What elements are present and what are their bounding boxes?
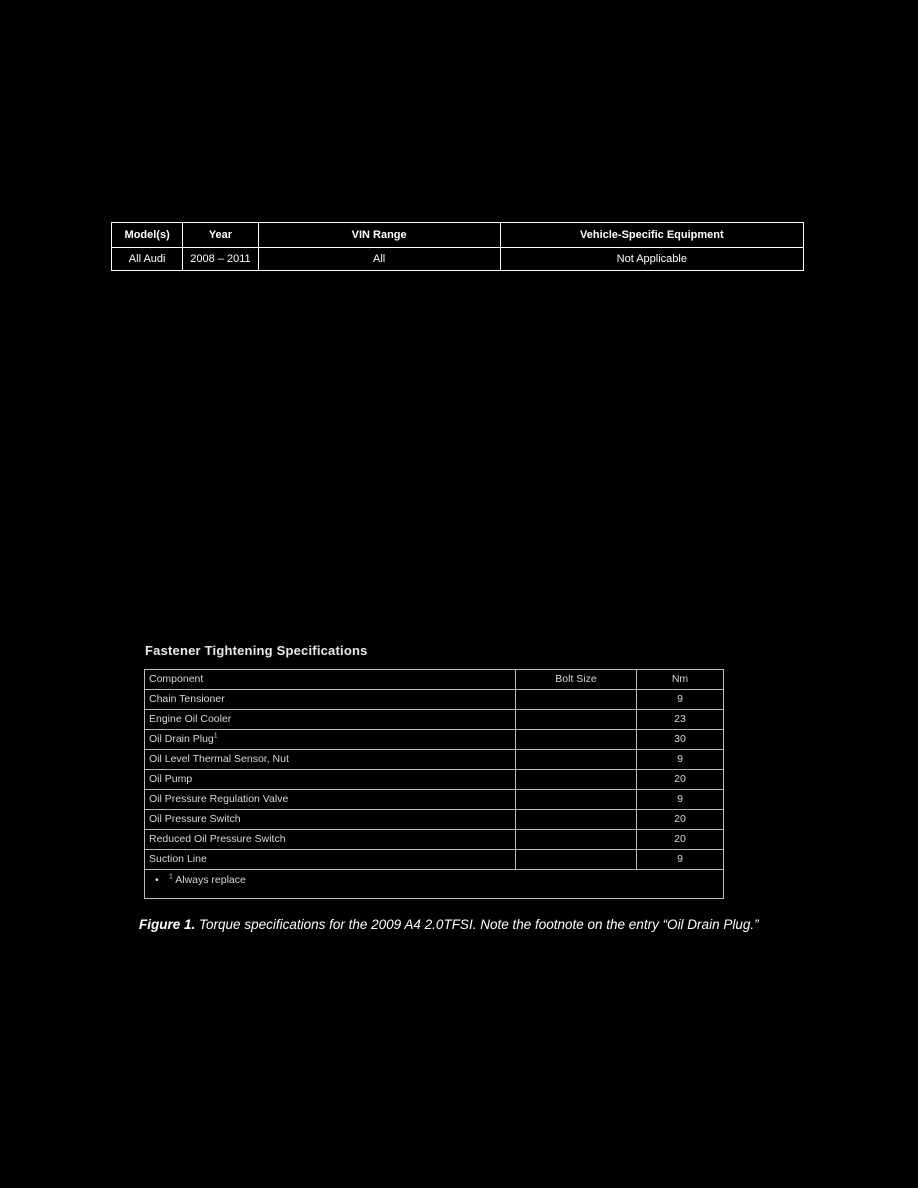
component-cell: Oil Pressure Switch — [145, 810, 516, 830]
nm-cell: 30 — [637, 730, 724, 750]
figure-caption-label: Figure 1. — [139, 917, 196, 932]
nm-cell: 23 — [637, 710, 724, 730]
header-year: Year — [183, 223, 258, 248]
bolt-size-cell — [516, 710, 637, 730]
bullet-icon: • — [155, 874, 159, 886]
nm-cell: 20 — [637, 830, 724, 850]
nm-cell: 9 — [637, 850, 724, 870]
table-row — [145, 830, 724, 850]
component-cell: Oil Drain Plug$^1$ — [145, 730, 516, 750]
header-bolt-size: Bolt Size — [516, 670, 637, 690]
bolt-size-cell — [516, 810, 637, 830]
table-row — [145, 710, 724, 730]
nm-cell: 20 — [637, 770, 724, 790]
component-cell: Suction Line — [145, 850, 516, 870]
bolt-size-cell — [516, 750, 637, 770]
applicability-table — [111, 222, 804, 271]
component-cell: Reduced Oil Pressure Switch — [145, 830, 516, 850]
cell-year: 2008 – 2011 — [183, 248, 258, 271]
bolt-size-cell — [516, 830, 637, 850]
footnote-marker: 1 — [213, 732, 218, 740]
bolt-size-cell — [516, 770, 637, 790]
component-cell: Engine Oil Cooler — [145, 710, 516, 730]
nm-cell: 9 — [637, 690, 724, 710]
figure-caption — [139, 917, 759, 932]
bolt-size-cell — [516, 790, 637, 810]
applicability-header-row — [112, 223, 804, 248]
applicability-row — [112, 248, 804, 271]
component-cell: Oil Pressure Regulation Valve — [145, 790, 516, 810]
table-row — [145, 770, 724, 790]
figure-caption-text: Torque specifications for the 2009 A4 2.0TFSI. Note the footnote on the entry “Oil Drain Plug.” — [199, 917, 759, 932]
bolt-size-cell — [516, 850, 637, 870]
footnote-text: Always replace — [175, 874, 246, 886]
component-cell: Oil Level Thermal Sensor, Nut — [145, 750, 516, 770]
figure-title: Fastener Tightening Specifications — [145, 643, 368, 658]
table-row — [145, 790, 724, 810]
cell-vehicle-equipment: Not Applicable — [500, 248, 803, 271]
header-models: Model(s) — [112, 223, 183, 248]
cell-models: All Audi — [112, 248, 183, 271]
component-cell: Chain Tensioner — [145, 690, 516, 710]
component-cell: Oil Pump — [145, 770, 516, 790]
footnote-number: 1 — [169, 873, 173, 881]
nm-cell: 9 — [637, 750, 724, 770]
header-component: Component — [145, 670, 516, 690]
bolt-size-cell — [516, 690, 637, 710]
table-row — [145, 750, 724, 770]
table-row — [145, 730, 724, 750]
nm-cell: 20 — [637, 810, 724, 830]
footnote-cell — [145, 870, 724, 899]
bolt-size-cell — [516, 730, 637, 750]
spec-header-row — [145, 670, 724, 690]
header-nm: Nm — [637, 670, 724, 690]
nm-cell: 9 — [637, 790, 724, 810]
applicability-table-container — [106, 216, 812, 282]
header-vin-range: VIN Range — [258, 223, 500, 248]
table-row — [145, 690, 724, 710]
table-row — [145, 810, 724, 830]
cell-vin-range: All — [258, 248, 500, 271]
figure-torque-specs — [137, 635, 782, 939]
header-vehicle-equipment: Vehicle-Specific Equipment — [500, 223, 803, 248]
torque-spec-table — [144, 669, 724, 899]
footnote-row — [145, 870, 724, 899]
table-row — [145, 850, 724, 870]
